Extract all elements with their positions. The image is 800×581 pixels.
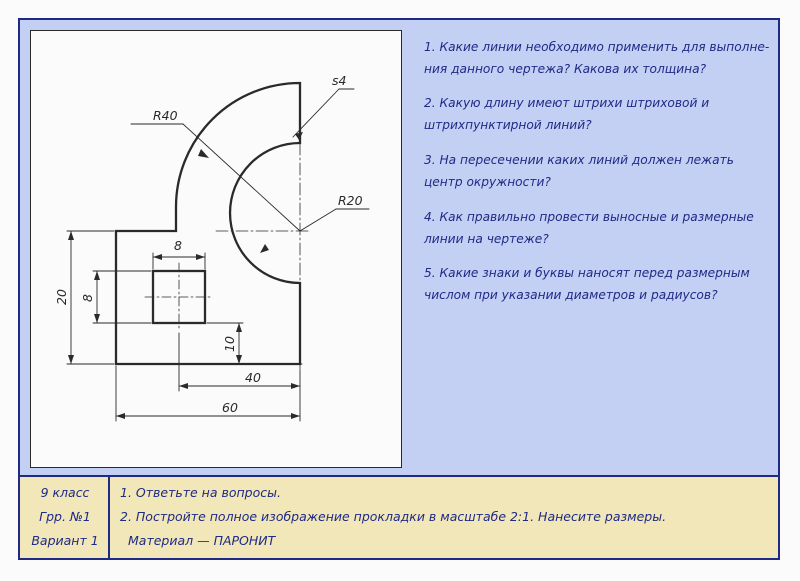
question-4-line-2: линии на чертеже? bbox=[424, 232, 549, 246]
question-3 bbox=[424, 149, 774, 193]
label-dim-40: 40 bbox=[245, 370, 261, 385]
task-card bbox=[18, 18, 780, 560]
question-3-line-2: центр окружности? bbox=[424, 175, 551, 189]
question-3-line-1: 3. На пересечении каких линий должен лежать bbox=[424, 153, 734, 167]
question-2-line-1: 2. Какую длину имеют штрихи штриховой и bbox=[424, 96, 710, 110]
question-1-line-1: 1. Какие линии необходимо применить для выполне- bbox=[424, 40, 770, 54]
question-1-line-2: ния данного чертежа? Какова их толщина? bbox=[424, 62, 707, 76]
question-5 bbox=[424, 262, 774, 306]
dimension-lines bbox=[67, 89, 369, 421]
task-2: 2. Постройте полное изображение прокладки в масштабе 2:1. Нанесите размеры. bbox=[120, 509, 667, 524]
label-outer-radius: R40 bbox=[153, 108, 178, 123]
label-square-width: 8 bbox=[174, 238, 182, 253]
label-inner-radius: R20 bbox=[338, 193, 363, 208]
question-5-line-1: 5. Какие знаки и буквы наносят перед размерным bbox=[424, 266, 750, 280]
question-2 bbox=[424, 92, 774, 136]
label-thickness: s4 bbox=[332, 73, 347, 88]
label-square-offset: 10 bbox=[222, 336, 237, 352]
grade-label: 9 класс bbox=[40, 485, 90, 500]
drawing-frame bbox=[30, 30, 402, 468]
question-1 bbox=[424, 36, 774, 80]
task-1: 1. Ответьте на вопросы. bbox=[120, 485, 281, 500]
gasket-outline bbox=[116, 83, 300, 364]
question-4 bbox=[424, 206, 774, 250]
material-label: Материал — ПАРОНИТ bbox=[128, 533, 276, 548]
question-2-line-2: штрихпунктирной линий? bbox=[424, 118, 592, 132]
label-dim-60: 60 bbox=[222, 400, 238, 415]
technical-drawing bbox=[31, 31, 403, 469]
variant-label: Вариант 1 bbox=[31, 533, 99, 548]
assignment-footer bbox=[20, 475, 778, 558]
footer-divider bbox=[108, 477, 110, 560]
question-4-line-1: 4. Как правильно провести выносные и размерные bbox=[424, 210, 754, 224]
question-5-line-2: числом при указании диаметров и радиусов? bbox=[424, 288, 718, 302]
label-overall-height: 20 bbox=[54, 289, 69, 305]
label-square-height: 8 bbox=[80, 294, 95, 302]
group-label: Грр. №1 bbox=[39, 509, 91, 524]
